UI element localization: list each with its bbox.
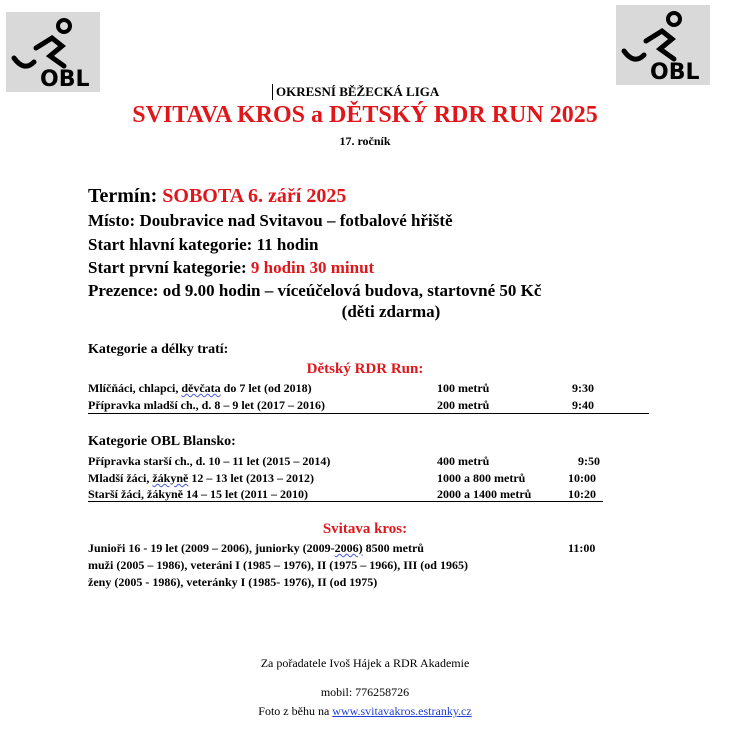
kids-row-2-time: 9:40 xyxy=(572,398,594,412)
obl-logo-left xyxy=(6,12,100,92)
kids-run-heading: Dětský RDR Run: xyxy=(306,361,424,377)
photos-line: Foto z běhu na www.svitavakros.estranky.cz xyxy=(258,704,472,718)
kids-row-1-distance: 100 metrů xyxy=(437,381,490,395)
kids-row-2-distance: 200 metrů xyxy=(437,398,490,412)
page-title: SVITAVA KROS a DĚTSKÝ RDR RUN 2025 xyxy=(132,102,598,128)
obl-row-3-time: 10:20 xyxy=(568,487,596,501)
obl-row-2-time: 10:00 xyxy=(568,471,596,485)
obl-row-2-distance: 1000 a 800 metrů xyxy=(437,471,526,485)
svitava-row-1: Junioři 16 - 19 let (2009 – 2006), juniorky (2009-2006) 8500 metrů xyxy=(88,541,424,555)
kids-row-2: Přípravka mladší ch., d. 8 – 9 let (2017 – 2016) xyxy=(88,398,325,412)
svitava-row-2: muži (2005 – 1986), veteráni I (1985 – 1976), II (1975 – 1966), III (od 1965) xyxy=(88,558,468,572)
photos-link[interactable]: www.svitavakros.estranky.cz xyxy=(332,704,472,718)
obl-row-1: Přípravka starší ch., d. 10 – 11 let (2015 – 2014) xyxy=(88,454,331,468)
obl-row-1-time: 9:50 xyxy=(578,454,600,468)
svitava-heading: Svitava kros: xyxy=(322,521,408,537)
organizer: Za pořadatele Ivoš Hájek a RDR Akademie xyxy=(260,656,470,670)
obl-row-1-distance: 400 metrů xyxy=(437,454,490,468)
obl-logo-right xyxy=(616,5,710,85)
kids-row-1: Mlíčňáci, chlapci, děvčata do 7 let (od 2018) xyxy=(88,381,312,395)
svitava-row-1-time: 11:00 xyxy=(568,541,596,555)
obl-heading: Kategorie OBL Blansko: xyxy=(88,434,236,449)
svg-text:OBL: OBL xyxy=(650,60,700,85)
obl-row-3: Starší žáci, žákyně 14 – 15 let (2011 – 2010) xyxy=(88,487,308,501)
mobile: mobil: 776258726 xyxy=(320,685,410,699)
league-name: OKRESNÍ BĚŽECKÁ LIGA xyxy=(272,84,439,100)
start-first-line: Start první kategorie: 9 hodin 30 minut xyxy=(88,258,375,277)
obl-row-3-distance: 2000 a 1400 metrů xyxy=(437,487,532,501)
obl-row-2: Mladší žáci, žákyně 12 – 13 let (2013 – 2012) xyxy=(88,471,314,485)
svitava-row-3: ženy (2005 - 1986), veteránky I (1985- 1976), II (od 1975) xyxy=(88,575,378,589)
edition: 17. ročník xyxy=(339,134,391,148)
divider-line xyxy=(88,501,603,502)
place-line: Místo: Doubravice nad Svitavou – fotbalové hřiště xyxy=(88,211,453,230)
categories-heading: Kategorie a délky tratí: xyxy=(88,342,229,357)
divider-line xyxy=(88,413,649,414)
date-line: Termín: SOBOTA 6. září 2025 xyxy=(88,185,347,207)
svg-text:OBL: OBL xyxy=(40,67,90,92)
presence-line: Prezence: od 9.00 hodin – víceúčelová budova, startovné 50 Kč xyxy=(88,281,542,300)
children-free: (děti zdarma) xyxy=(341,302,441,321)
start-main-line: Start hlavní kategorie: 11 hodin xyxy=(88,235,319,254)
kids-row-1-time: 9:30 xyxy=(572,381,594,395)
